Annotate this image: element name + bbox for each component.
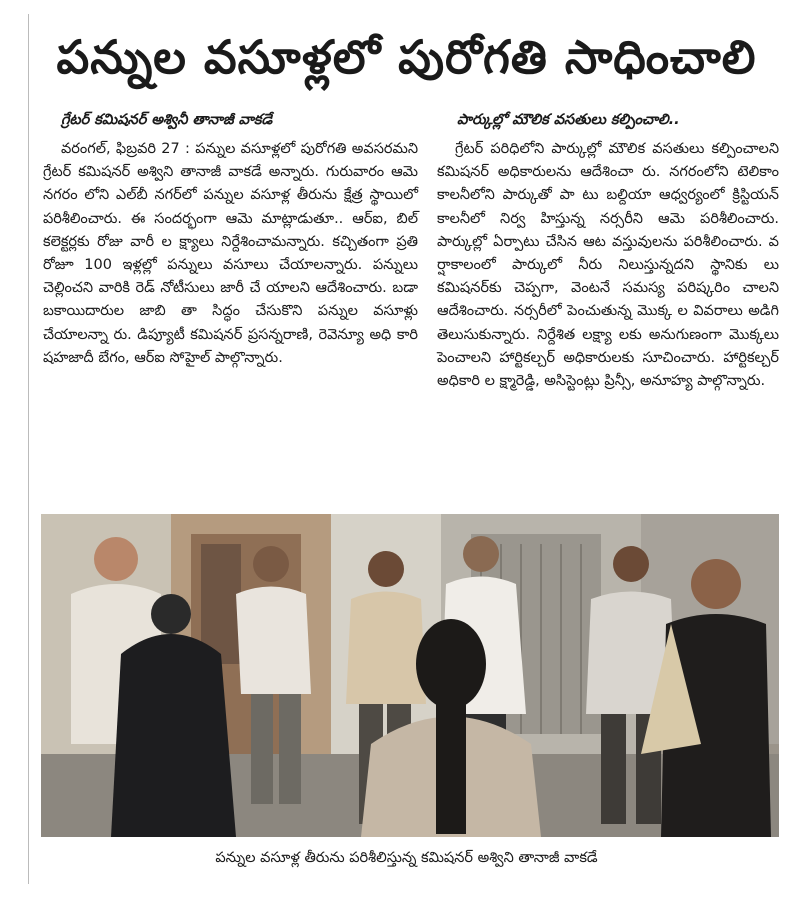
left-column: [43, 110, 418, 370]
right-column-body: గ్రేటర్ పరిధిలోని పార్కుల్లో మౌలిక వసతులు కల్పించాలని కమిషనర్ అధికారులను ఆదేశించా రు. నగరంలోని టెలికాం కాలనీలోని పార్కుతో పా టు బల్దియా ఆధ్వర్యంలో క్రిస్టియన్ కాలనీలో నిర్వ హిస్తున్న నర్సరీని ఆమె పరిశీలించారు. పార్కుల్లో ఏర్పాటు చేసిన ఆట వస్తువులను పరిశీలించారు. వ ర్షాకాలంలో పార్కులో నీరు నిలుస్తున్నదని స్థానికు లు కమిషనర్‌కు చెప్పగా, వెంటనే సమస్య పరిష్కరిం చాలని ఆదేశించారు. నర్సరీలో పెంచుతున్న మొక్క ల వివరాలు అడిగి తెలుసుకున్నారు. నిర్దేశిత లక్ష్యా లకు అనుగుణంగా మొక్కలు పెంచాలని హార్టికల్చర్ అధికారులకు సూచించారు. హార్టికల్చర్ అధికారి ల క్ష్మారెడ్డి, అసిస్టెంట్లు ప్రిన్సీ, అనూహ్య పాల్గొన్నారు.: [437, 141, 779, 390]
photo-caption: పన్నుల వసూళ్ల తీరును పరిశీలిస్తున్న కమిషనర్ అశ్విని తానాజీ వాకడే: [215, 850, 598, 866]
left-column-body: వరంగల్, ఫిబ్రవరి 27 : పన్నుల వసూళ్లలో పురోగతి అవసరమని గ్రేటర్ కమిషనర్ అశ్విని తానాజీ వాకడే అన్నారు. గురువారం ఆమె నగరం లోని ఎల్‌బీ నగర్‌లో పన్నుల వసూళ్ల తీరును క్షేత్ర స్థాయిలో పరిశీలించారు. ఈ సందర్భంగా ఆమె మాట్లాడుతూ.. ఆర్ఐ, బిల్ కలెక్టర్లకు రోజు వారీ ల క్ష్యాలు నిర్దేశించామన్నారు. కచ్చితంగా ప్రతి రోజూ 100 ఇళ్లల్లో పన్నులు వసూలు చేయాలన్నారు. పన్నులు చెల్లించని వారికి రెడ్ నోటీసులు జారీ చే యాలని ఆదేశించారు. బడా బకాయిదారుల జాబి తా సిద్ధం చేసుకొని పన్నుల వసూళ్లు చేయాలన్నా రు. డిప్యూటీ కమిషనర్ ప్రసన్నరాణి, రెవెన్యూ అధి కారి షహజాదీ బేగం, ఆర్ఐ సోహైల్ పాల్గొన్నారు.: [43, 141, 418, 366]
news-article: [28, 14, 784, 884]
article-headline: పన్నుల వసూళ్లలో పురోగతి సాధించాలి: [56, 30, 757, 84]
article-photo: [41, 514, 779, 837]
right-column-subhead: పార్కుల్లో మౌలిక వసతులు కల్పించాలి..: [457, 112, 680, 128]
right-column: [437, 110, 779, 393]
left-column-subhead: గ్రేటర్ కమిషనర్ అశ్వినీ తానాజీ వాకడే: [61, 112, 273, 128]
